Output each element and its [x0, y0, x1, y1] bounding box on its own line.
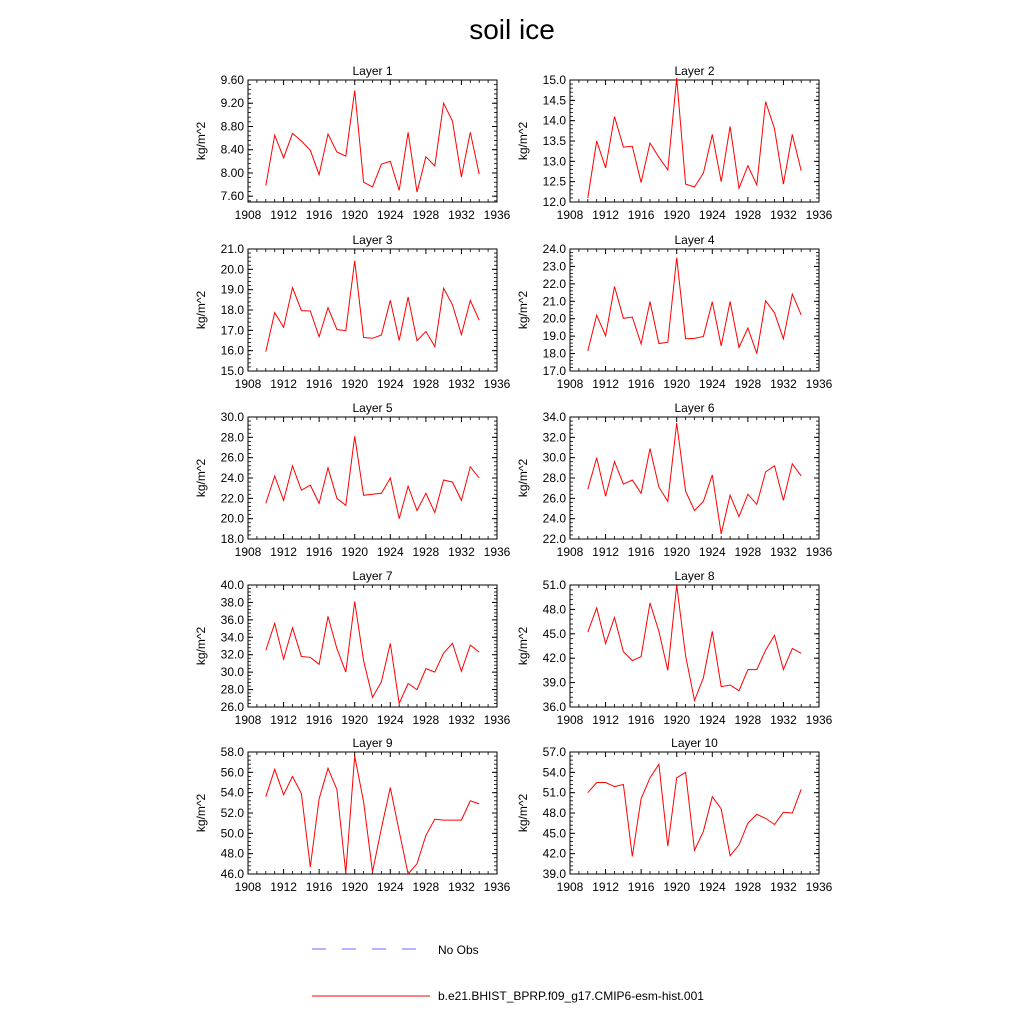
y-tick-label: 42.0 — [542, 651, 566, 666]
x-tick-label: 1936 — [805, 208, 833, 222]
panel-layer-8 — [516, 569, 833, 727]
y-tick-label: 7.60 — [220, 189, 244, 204]
y-tick-label: 54.0 — [542, 765, 566, 780]
x-tick-label: 1912 — [592, 880, 619, 894]
x-tick-label: 1916 — [305, 208, 333, 222]
x-tick-label: 1920 — [341, 208, 369, 222]
x-tick-label: 1908 — [234, 880, 262, 894]
x-tick-label: 1912 — [592, 377, 619, 391]
x-tick-label: 1924 — [376, 880, 404, 894]
x-tick-label: 1912 — [592, 545, 619, 559]
y-tick-label: 57.0 — [542, 745, 566, 759]
y-tick-label: 20.0 — [542, 311, 566, 326]
series-line — [588, 764, 801, 856]
x-tick-label: 1928 — [412, 545, 440, 559]
x-tick-label: 1924 — [698, 377, 726, 391]
x-tick-label: 1908 — [234, 713, 262, 727]
y-tick-label: 38.0 — [220, 595, 244, 610]
x-tick-label: 1912 — [270, 713, 297, 727]
y-tick-label: 26.0 — [542, 491, 566, 506]
x-tick-label: 1912 — [270, 377, 297, 391]
x-tick-label: 1920 — [663, 208, 691, 222]
x-tick-label: 1912 — [270, 545, 297, 559]
plot-frame — [248, 585, 497, 707]
x-tick-label: 1912 — [592, 713, 619, 727]
legend — [312, 943, 704, 1003]
x-tick-label: 1928 — [734, 880, 762, 894]
x-tick-label: 1912 — [270, 208, 297, 222]
y-tick-label: 30.0 — [542, 450, 566, 465]
series-line — [266, 436, 479, 518]
x-tick-label: 1908 — [234, 545, 262, 559]
panel-title: Layer 2 — [674, 64, 715, 78]
y-tick-label: 48.0 — [542, 602, 566, 617]
y-tick-label: 14.0 — [542, 113, 566, 128]
x-tick-label: 1924 — [698, 208, 726, 222]
x-tick-label: 1928 — [734, 208, 762, 222]
y-tick-label: 45.0 — [542, 626, 566, 641]
x-tick-label: 1916 — [627, 377, 655, 391]
x-tick-label: 1912 — [592, 208, 619, 222]
x-tick-label: 1924 — [376, 545, 404, 559]
panel-title: Layer 1 — [352, 64, 393, 78]
y-tick-label: 9.60 — [220, 73, 244, 87]
plot-frame — [248, 417, 497, 539]
y-tick-label: 24.0 — [220, 471, 244, 485]
series-line — [588, 585, 801, 701]
y-tick-label: 32.0 — [220, 647, 244, 662]
y-tick-label: 15.0 — [542, 73, 566, 87]
y-tick-label: 36.0 — [220, 612, 244, 627]
panel-title: Layer 6 — [674, 401, 715, 415]
panel-layer-4 — [516, 233, 833, 391]
x-tick-label: 1908 — [234, 377, 262, 391]
y-tick-label: 58.0 — [220, 745, 244, 759]
x-tick-label: 1920 — [341, 880, 369, 894]
legend-label-no-obs: No Obs — [438, 943, 479, 957]
y-tick-label: 26.0 — [220, 700, 244, 714]
y-tick-label: 24.0 — [542, 242, 566, 256]
x-tick-label: 1932 — [448, 377, 475, 391]
x-tick-label: 1916 — [627, 208, 655, 222]
x-tick-label: 1928 — [412, 880, 440, 894]
y-tick-label: 51.0 — [542, 578, 566, 592]
x-tick-label: 1936 — [483, 713, 511, 727]
y-tick-label: 12.0 — [542, 195, 566, 209]
plot-frame — [248, 752, 497, 874]
y-tick-label: 34.0 — [542, 410, 566, 424]
y-tick-label: 23.0 — [542, 259, 566, 274]
x-tick-label: 1936 — [483, 545, 511, 559]
panel-title: Layer 4 — [674, 233, 715, 247]
panel-layer-1 — [194, 64, 511, 222]
y-tick-label: 52.0 — [220, 806, 244, 820]
y-tick-label: 18.0 — [220, 303, 244, 317]
y-tick-label: 34.0 — [220, 630, 244, 645]
y-tick-label: 19.0 — [220, 282, 244, 297]
y-tick-label: 48.0 — [220, 846, 244, 861]
series-line — [588, 78, 801, 198]
x-tick-label: 1908 — [234, 208, 262, 222]
y-tick-label: 17.0 — [542, 364, 566, 378]
y-tick-label: 42.0 — [542, 846, 566, 861]
y-tick-label: 36.0 — [542, 700, 566, 714]
y-tick-label: 56.0 — [220, 765, 244, 780]
x-tick-label: 1924 — [376, 208, 404, 222]
y-tick-label: 40.0 — [220, 578, 244, 592]
plot-frame — [570, 249, 819, 371]
x-tick-label: 1928 — [412, 713, 440, 727]
panel-title: Layer 9 — [352, 736, 393, 750]
panel-title: Layer 7 — [352, 569, 393, 583]
plot-frame — [570, 417, 819, 539]
x-tick-label: 1920 — [341, 545, 369, 559]
plot-frame — [248, 249, 497, 371]
x-tick-label: 1936 — [483, 377, 511, 391]
x-tick-label: 1908 — [556, 377, 584, 391]
y-tick-label: 32.0 — [542, 430, 566, 445]
x-tick-label: 1920 — [663, 880, 691, 894]
y-tick-label: 20.0 — [220, 511, 244, 526]
y-axis-label: kg/m^2 — [194, 793, 208, 833]
y-tick-label: 22.0 — [220, 491, 244, 506]
y-tick-label: 51.0 — [542, 785, 566, 800]
y-tick-label: 8.00 — [220, 165, 244, 180]
y-tick-label: 28.0 — [220, 682, 244, 697]
y-tick-label: 21.0 — [542, 294, 566, 309]
y-tick-label: 18.0 — [220, 532, 244, 546]
x-tick-label: 1936 — [805, 377, 833, 391]
series-line — [266, 261, 479, 352]
x-tick-label: 1920 — [663, 713, 691, 727]
panel-title: Layer 3 — [352, 233, 393, 247]
plot-frame — [248, 80, 497, 202]
plot-frame — [570, 80, 819, 202]
y-tick-label: 18.0 — [542, 346, 566, 361]
x-tick-label: 1932 — [770, 713, 797, 727]
panel-title: Layer 10 — [671, 736, 718, 750]
y-axis-label: kg/m^2 — [516, 793, 530, 833]
x-tick-label: 1932 — [770, 208, 797, 222]
y-tick-label: 20.0 — [220, 262, 244, 277]
figure-title: soil ice — [469, 14, 555, 45]
series-line — [266, 756, 479, 874]
y-tick-label: 54.0 — [220, 785, 244, 800]
x-tick-label: 1932 — [448, 208, 475, 222]
y-tick-label: 12.5 — [542, 174, 566, 189]
legend-label-model: b.e21.BHIST_BPRP.f09_g17.CMIP6-esm-hist.001 — [438, 989, 704, 1003]
y-tick-label: 22.0 — [542, 276, 566, 291]
y-tick-label: 30.0 — [220, 410, 244, 424]
x-tick-label: 1920 — [663, 545, 691, 559]
y-tick-label: 50.0 — [220, 826, 244, 841]
x-tick-label: 1916 — [627, 713, 655, 727]
series-line — [266, 91, 479, 193]
x-tick-label: 1916 — [305, 880, 333, 894]
x-tick-label: 1916 — [305, 545, 333, 559]
y-tick-label: 24.0 — [542, 511, 566, 526]
y-tick-label: 39.0 — [542, 867, 566, 881]
x-tick-label: 1916 — [305, 713, 333, 727]
y-axis-label: kg/m^2 — [516, 121, 530, 161]
panel-layer-9 — [194, 736, 511, 894]
panel-title: Layer 5 — [352, 401, 393, 415]
y-tick-label: 15.0 — [220, 364, 244, 378]
x-tick-label: 1928 — [734, 713, 762, 727]
x-tick-label: 1932 — [770, 377, 797, 391]
y-tick-label: 8.40 — [220, 142, 244, 157]
y-tick-label: 17.0 — [220, 323, 244, 338]
panel-layer-5 — [194, 401, 511, 559]
x-tick-label: 1916 — [627, 545, 655, 559]
y-axis-label: kg/m^2 — [194, 626, 208, 666]
x-tick-label: 1932 — [770, 545, 797, 559]
y-tick-label: 45.0 — [542, 826, 566, 841]
panel-layer-2 — [516, 64, 833, 222]
x-tick-label: 1932 — [770, 880, 797, 894]
x-tick-label: 1928 — [412, 208, 440, 222]
x-tick-label: 1908 — [556, 545, 584, 559]
y-tick-label: 13.0 — [542, 154, 566, 169]
y-tick-label: 48.0 — [542, 806, 566, 820]
x-tick-label: 1920 — [341, 377, 369, 391]
y-tick-label: 39.0 — [542, 675, 566, 690]
y-tick-label: 30.0 — [220, 665, 244, 680]
y-tick-label: 26.0 — [220, 450, 244, 465]
x-tick-label: 1936 — [483, 880, 511, 894]
x-tick-label: 1908 — [556, 713, 584, 727]
x-tick-label: 1928 — [734, 545, 762, 559]
panel-title: Layer 8 — [674, 569, 715, 583]
panel-layer-10 — [516, 736, 833, 894]
y-axis-label: kg/m^2 — [516, 290, 530, 330]
y-tick-label: 46.0 — [220, 867, 244, 881]
x-tick-label: 1928 — [412, 377, 440, 391]
x-tick-label: 1916 — [627, 880, 655, 894]
x-tick-label: 1908 — [556, 880, 584, 894]
y-tick-label: 28.0 — [220, 430, 244, 445]
x-tick-label: 1928 — [734, 377, 762, 391]
series-line — [588, 258, 801, 354]
x-tick-label: 1936 — [805, 713, 833, 727]
y-tick-label: 21.0 — [220, 242, 244, 256]
plot-frame — [570, 752, 819, 874]
x-tick-label: 1924 — [376, 377, 404, 391]
x-tick-label: 1936 — [805, 545, 833, 559]
y-tick-label: 22.0 — [542, 532, 566, 546]
panel-layer-7 — [194, 569, 511, 727]
x-tick-label: 1936 — [483, 208, 511, 222]
y-axis-label: kg/m^2 — [516, 626, 530, 666]
y-tick-label: 9.20 — [220, 96, 244, 111]
x-tick-label: 1916 — [305, 377, 333, 391]
panel-layer-6 — [516, 401, 833, 559]
x-tick-label: 1920 — [663, 377, 691, 391]
x-tick-label: 1924 — [698, 545, 726, 559]
y-tick-label: 19.0 — [542, 329, 566, 344]
y-axis-label: kg/m^2 — [194, 290, 208, 330]
x-tick-label: 1912 — [270, 880, 297, 894]
series-line — [266, 602, 479, 704]
y-tick-label: 16.0 — [220, 343, 244, 358]
y-axis-label: kg/m^2 — [516, 458, 530, 498]
series-line — [588, 423, 801, 534]
x-tick-label: 1924 — [698, 713, 726, 727]
y-axis-label: kg/m^2 — [194, 458, 208, 498]
x-tick-label: 1924 — [376, 713, 404, 727]
y-tick-label: 14.5 — [542, 93, 566, 108]
x-tick-label: 1924 — [698, 880, 726, 894]
y-tick-label: 13.5 — [542, 134, 566, 148]
y-tick-label: 8.80 — [220, 119, 244, 134]
y-tick-label: 28.0 — [542, 471, 566, 485]
x-tick-label: 1920 — [341, 713, 369, 727]
y-axis-label: kg/m^2 — [194, 121, 208, 161]
x-tick-label: 1936 — [805, 880, 833, 894]
plot-frame — [570, 585, 819, 707]
x-tick-label: 1932 — [448, 545, 475, 559]
panel-layer-3 — [194, 233, 511, 391]
x-tick-label: 1908 — [556, 208, 584, 222]
x-tick-label: 1932 — [448, 713, 475, 727]
x-tick-label: 1932 — [448, 880, 475, 894]
